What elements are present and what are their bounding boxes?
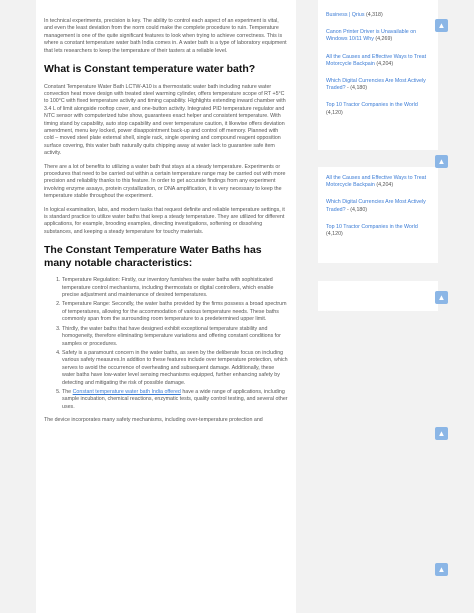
popular-post-count: (4,269) [375, 36, 393, 43]
popular-post-link[interactable]: Top 10 Tractor Companies in the World [326, 102, 418, 109]
characteristics-list [44, 277, 288, 411]
popular-post [326, 199, 430, 213]
list-item: 4. Safety is a paramount concern in the water baths, as seen by the deliberate focus on including various safety measures.In addition to these features include over temperature protection, which serves to avoid the occurrence of overheating and subsequent damage. Additionally, these water baths have low-water level sensing mechanisms equipped, further enhancing safety by detecting and mitigating the risk of possible damage. [62, 350, 288, 387]
scroll-top-button[interactable] [435, 19, 448, 32]
scroll-top-button[interactable] [435, 155, 448, 168]
popular-post [326, 175, 430, 189]
list-item: 3. Thirdly, the water baths that have designed exhibit exceptional temperature stability and homogeneity, therefore eliminating temperature variations and offering constant conditions for samples or procedures. [62, 326, 288, 348]
article-paragraph-3: In logical examination, labs, and modern tasks that request definite and reliable temperature settings, it is standard practice to utilize water baths that keep a steady temperature. They are utilized for different applications, for example, brooding examples, directing investigations, softening or dissolving substances, and keeping a steady temperature for touchy materials. [44, 206, 285, 235]
popular-post-link[interactable]: Which Digital Currencies Are Most Actively Traded? [326, 78, 426, 92]
water-bath-link[interactable]: Constant temperature water bath India offered [72, 388, 181, 395]
popular-posts-widget [318, 0, 438, 150]
popular-post-count: (4,120) [326, 231, 343, 238]
popular-post-link[interactable]: Which Digital Currencies Are Most Actively Traded? [326, 199, 426, 213]
arrow-up-icon: ▲ [437, 429, 446, 438]
popular-post-count: - (4,180) [347, 206, 368, 213]
popular-post-count: (4,318) [365, 12, 383, 18]
popular-post [326, 102, 430, 116]
empty-widget [318, 281, 438, 311]
arrow-up-icon: ▲ [437, 565, 446, 574]
popular-post-count: (4,120) [326, 109, 343, 116]
article-paragraph-1: Constant Temperature Water Bath LCTW-A10 is a thermostatic water bath including nature water convection heat move design with treated steel warming cylinder, offers temperature scope of RT +5°C to 100°C with fixed temperature activity and timing capability. Highlights extending inward chamber with 3.4 L of limit alongside rooftop cover, and one-button activity. Integrated PID temperature regulator and NTC sensor with computerized tube show, guarantees exact helper and consistent temperature. With timing stand by capability, auto stop capability and over temperature caution, it likewise offers deviation amendment, menu key locked, power disappointment back-up and control off memory. Planned with cold – moved steel plate external shell, single rack, single opening and compound reagent opposition surface covering, this water bath naturally quits chipping away at water lack to guarantee safe item activity. [44, 83, 286, 157]
popular-post-link[interactable]: Business | Qrius [326, 12, 365, 18]
list-item-prefix: The [62, 388, 73, 395]
popular-post-link[interactable]: Top 10 Tractor Companies in the World [326, 223, 418, 230]
popular-post-count: (4,204) [376, 60, 394, 67]
popular-post-link[interactable]: Canon Printer Driver is Unavailable on Windows 10/11 Why [326, 29, 417, 43]
heading-characteristics: The Constant Temperature Water Baths has many notable characteristics: [44, 244, 262, 269]
arrow-up-icon: ▲ [437, 293, 446, 302]
popular-post [326, 12, 430, 19]
list-item: 1. Temperature Regulation: Firstly, our inventory furnishes the water baths with sophisticated temperature control mechanisms, including thermostats or digital controllers, which enable precise adjustment and maintenance of desired temperatures. [62, 277, 288, 299]
article-paragraph-2: There are a lot of benefits to utilizing a water bath that stays at a steady temperature. Experiments or procedures that need to be carried out within a certain temperature range may be carried out with more precision and reliability thanks to this feature. In order to get accurate findings from any experiment involving enzyme assays, protein crystallization, or DNA amplification, it is very necessary to keep the temperature stable throughout the experiment. [44, 163, 286, 200]
scroll-top-button[interactable] [435, 291, 448, 304]
list-item [62, 389, 288, 411]
popular-post [326, 29, 430, 43]
scroll-top-button[interactable] [435, 563, 448, 576]
article-content [36, 0, 296, 613]
article-intro: In technical experiments, precision is key. The ability to control each aspect of an experiment is vital, and even the least deviation from the norm could make the complete procedure to ruin. Temperature management is one of the quite significant features to look when trying to achieve correctness. This is where a constant temperature water bath India comes in. A water bath is a type of laboratory equipment that lets researchers to keep the temperature of their tasters at a reliable level. [44, 18, 287, 54]
scroll-top-button[interactable] [435, 427, 448, 440]
popular-post-count: - (4,180) [347, 85, 368, 92]
popular-posts-widget-2 [318, 167, 438, 263]
list-item: 2. Temperature Range: Secondly, the water baths provided by the firms possess a broad spectrum of temperatures, allowing for the accommodation of various temperature needs. These baths commonly span from the surrounding room temperature to a predetermined upper limit. [62, 301, 288, 323]
heading-what-is-water-bath: What is Constant temperature water bath? [44, 63, 256, 76]
popular-post-count: (4,204) [376, 182, 394, 189]
article-paragraph-4: The device incorporates many safety mechanisms, including over-temperature protection and [44, 417, 263, 424]
popular-post-link[interactable]: All the Causes and Effective Ways to Treat Motorcycle Backpain [326, 53, 427, 67]
list-item-suffix: have a wide range of applications, including sample incubation, chemical reactions, enzymatic tests, quality control testing, and several other uses. [62, 388, 288, 410]
popular-post [326, 78, 430, 92]
popular-post [326, 54, 430, 68]
arrow-up-icon: ▲ [437, 21, 446, 30]
popular-post-link[interactable]: All the Causes and Effective Ways to Treat Motorcycle Backpain [326, 175, 427, 189]
popular-post [326, 224, 430, 238]
arrow-up-icon: ▲ [437, 157, 446, 166]
